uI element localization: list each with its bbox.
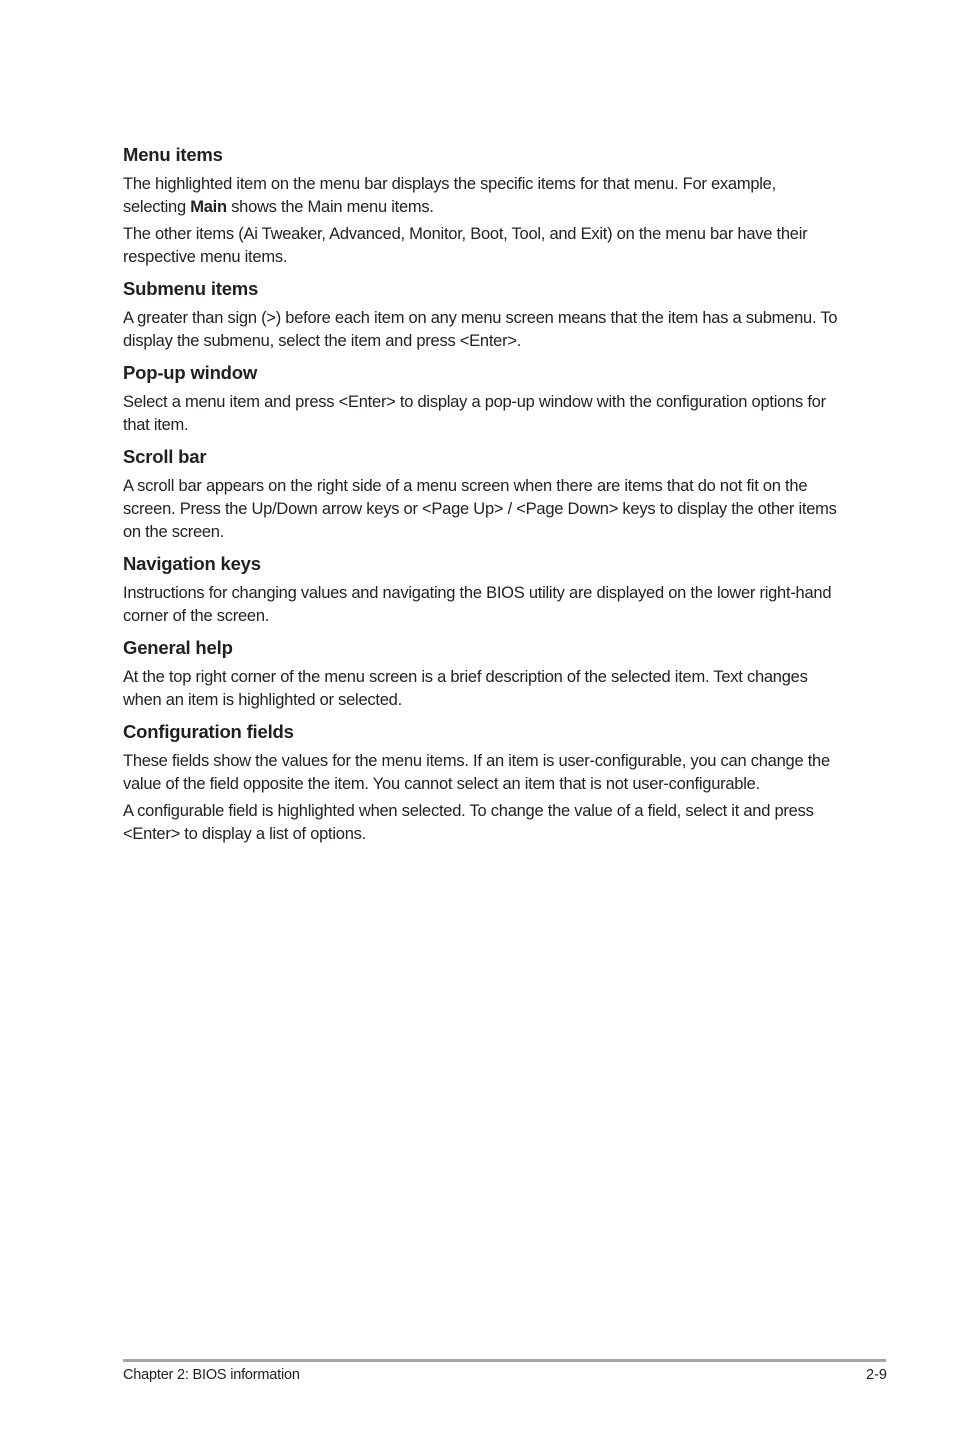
section-heading: Submenu items <box>123 278 259 299</box>
text-run: The highlighted item on the menu bar displays the specific items for that menu. For example, selecting <box>123 175 776 216</box>
section-heading: Pop-up window <box>123 362 258 383</box>
section-submenu-items <box>123 278 843 353</box>
paragraph: Select a menu item and press <Enter> to display a pop-up window with the configuration options for that item. <box>123 393 826 434</box>
footer-chapter-title: Chapter 2: BIOS information <box>123 1367 300 1383</box>
section-menu-items <box>123 144 843 269</box>
section-navigation-keys <box>123 553 843 628</box>
section-configuration-fields <box>123 721 843 846</box>
section-heading: Menu items <box>123 144 223 165</box>
paragraph: The other items (Ai Tweaker, Advanced, Monitor, Boot, Tool, and Exit) on the menu bar have their respective menu items. <box>123 225 808 266</box>
section-heading: General help <box>123 637 233 658</box>
paragraph: A greater than sign (>) before each item on any menu screen means that the item has a submenu. To display the submenu, select the item and press <Enter>. <box>123 309 838 350</box>
paragraph: At the top right corner of the menu screen is a brief description of the selected item. Text changes when an item is highlighted or selected. <box>123 668 808 709</box>
section-heading: Configuration fields <box>123 721 294 742</box>
paragraph: A scroll bar appears on the right side of a menu screen when there are items that do not fit on the screen. Press the Up/Down arrow keys or <Page Up> / <Page Down> keys to display the other items on the screen. <box>123 477 837 541</box>
section-general-help <box>123 637 843 712</box>
bold-term: Main <box>190 198 227 216</box>
paragraph <box>123 173 843 219</box>
footer-divider <box>123 1359 886 1362</box>
paragraph: Instructions for changing values and navigating the BIOS utility are displayed on the lower right-hand corner of the screen. <box>123 584 832 625</box>
paragraph: These fields show the values for the menu items. If an item is user-configurable, you can change the value of the field opposite the item. You cannot select an item that is not user-configurable. <box>123 752 830 793</box>
paragraph: A configurable field is highlighted when selected. To change the value of a field, select it and press <Enter> to display a list of options. <box>123 802 814 843</box>
text-run: shows the Main menu items. <box>226 198 434 216</box>
section-heading: Navigation keys <box>123 553 261 574</box>
section-popup-window <box>123 362 843 437</box>
section-scroll-bar <box>123 446 843 544</box>
section-heading: Scroll bar <box>123 446 207 467</box>
footer-page-number: 2-9 <box>866 1367 887 1383</box>
document-body <box>123 144 843 855</box>
